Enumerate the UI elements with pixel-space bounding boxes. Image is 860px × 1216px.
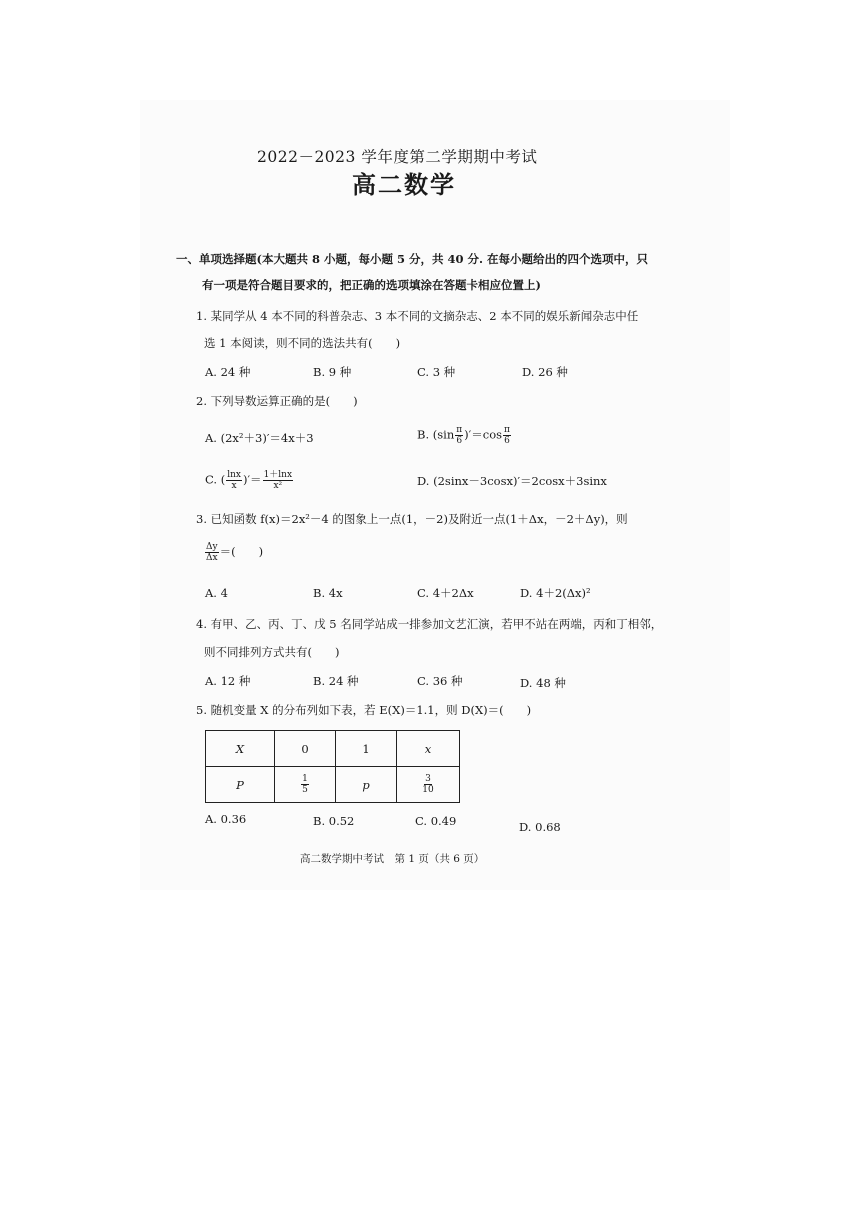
q4-stem-line2: 则不同排列方式共有( )	[204, 645, 340, 659]
q3-option-a: A. 4	[205, 586, 228, 600]
q3-stem-line2: $\frac{\Delta y}{\Delta x}$ ＝( )	[206, 542, 264, 563]
fraction: $\frac{\pi}{6}$	[456, 425, 463, 446]
q4-option-d: D. 48 种	[520, 676, 566, 690]
table-cell: X	[206, 731, 275, 767]
section-heading-line2: 有一项是符合题目要求的，把正确的选项填涂在答题卡相应位置上)	[202, 278, 541, 292]
section-heading-line1: 一、单项选择题(本大题共 8 小题，每小题 5 分，共 40 分. 在每小题给出的四个选项中，只	[176, 252, 648, 266]
fraction: $\frac{\ln x}{x}$	[227, 470, 241, 491]
fraction: $\frac{\pi}{6}$	[504, 425, 510, 446]
distribution-table	[205, 730, 460, 803]
q3-option-c: C. 4＋2Δx	[417, 586, 474, 600]
table-cell: 0	[275, 731, 336, 767]
fraction: $\frac{\Delta y}{\Delta x}$	[206, 542, 218, 563]
page-footer: 高二数学期中考试 第 1 页（共 6 页）	[300, 853, 485, 865]
q5-option-c: C. 0.49	[415, 814, 457, 828]
q4-option-b: B. 24 种	[313, 674, 359, 688]
table-cell: p	[336, 767, 397, 803]
q2-option-a: A. (2x²＋3)′＝4x＋3	[205, 431, 314, 445]
subject-title: 高二数学	[352, 171, 456, 199]
q2-stem: 2. 下列导数运算正确的是( )	[196, 394, 358, 408]
q3-option-b: B. 4x	[313, 586, 343, 600]
q2-option-b: B. (sin $\frac{\pi}{6}$ )′＝cos $\frac{\pi}{6}$	[417, 425, 510, 446]
q1-option-b: B. 9 种	[313, 365, 352, 379]
fraction: $\frac{1}{5}$	[302, 774, 308, 795]
q4-option-a: A. 12 种	[205, 674, 251, 688]
table-cell: 1	[336, 731, 397, 767]
table-cell: x	[397, 731, 460, 767]
table-cell	[397, 767, 460, 803]
table-cell	[275, 767, 336, 803]
q5-option-d: D. 0.68	[519, 820, 561, 834]
exam-title: 2022－2023 学年度第二学期期中考试	[257, 148, 538, 166]
q3-option-d: D. 4＋2(Δx)²	[520, 586, 591, 600]
table-row	[206, 767, 460, 803]
q1-stem-line1: 1. 某同学从 4 本不同的科普杂志、3 本不同的文摘杂志、2 本不同的娱乐新闻杂志中任	[196, 309, 639, 323]
q1-option-d: D. 26 种	[522, 365, 568, 379]
table-row	[206, 731, 460, 767]
fraction: $\frac{3}{10}$	[422, 774, 434, 795]
q5-stem: 5. 随机变量 X 的分布列如下表，若 E(X)＝1.1，则 D(X)＝( )	[196, 703, 532, 717]
table-cell: P	[206, 767, 275, 803]
fraction: $\frac{1+\ln x}{\text{x²}}$	[263, 470, 293, 491]
q2-option-d: D. (2sinx－3cosx)′＝2cosx＋3sinx	[417, 474, 607, 488]
q4-option-c: C. 36 种	[417, 674, 463, 688]
q4-stem-line1: 4. 有甲、乙、丙、丁、戊 5 名同学站成一排参加文艺汇演，若甲不站在两端，丙和丁相邻，	[196, 617, 663, 631]
q3-stem-line1: 3. 已知函数 f(x)＝2x²－4 的图象上一点(1，－2)及附近一点(1＋Δx，－2＋Δy)，则	[196, 512, 628, 526]
q1-stem-line2: 选 1 本阅读，则不同的选法共有( )	[204, 336, 401, 350]
q1-option-a: A. 24 种	[205, 365, 251, 379]
q1-option-c: C. 3 种	[417, 365, 456, 379]
q5-option-a: A. 0.36	[205, 812, 247, 826]
q2-option-c: C. ( $\frac{\ln x}{x}$ )′＝ $\frac{1+\ln x}{\text{x²}}$	[205, 470, 293, 491]
q5-option-b: B. 0.52	[313, 814, 355, 828]
